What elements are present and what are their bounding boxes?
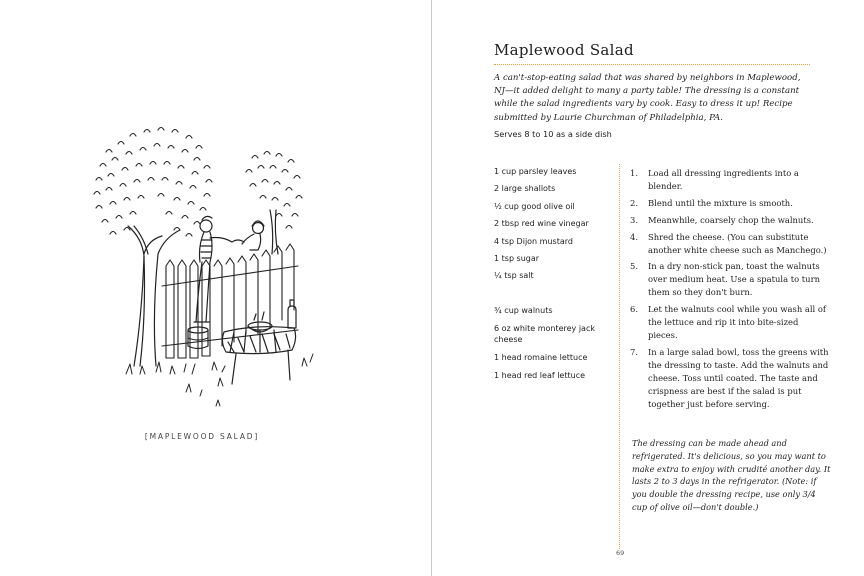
step-number: 5.	[630, 261, 638, 272]
ingredient-item: ¼ tsp salt	[494, 271, 534, 281]
ingredient-item: 4 tsp Dijon mustard	[494, 236, 573, 246]
ingredient-item: ¾ cup walnuts	[494, 305, 553, 315]
ingredients-list	[494, 166, 619, 388]
recipe-intro: A can't-stop-eating salad that was shared by neighbors in Maplewood, NJ—it added delight to many a party table! The dressing is a constant while the salad ingredients vary by cook. Easy to dress it up! Recipe submitted by Laurie Churchman of Philadelphia, PA.	[494, 73, 801, 123]
right-page	[432, 0, 864, 576]
method-steps	[630, 167, 830, 414]
step-text: Let the walnuts cool while you wash all of the lettuce and rip it into bite-sized pieces.	[648, 304, 827, 340]
method-step	[630, 167, 830, 193]
ingredient-item: 1 head red leaf lettuce	[494, 371, 586, 381]
ingredient-item: 1 tsp sugar	[494, 253, 540, 263]
fence	[162, 244, 298, 358]
method-divider	[619, 164, 620, 549]
picnic-table	[222, 300, 296, 384]
method-step	[630, 197, 830, 210]
grass	[126, 354, 313, 406]
step-number: 7.	[630, 346, 638, 357]
tree-canopy	[94, 128, 212, 237]
step-text: Blend until the mixture is smooth.	[648, 197, 793, 208]
servings: Serves 8 to 10 as a side dish	[494, 129, 612, 139]
illustration-caption: [MAPLEWOOD SALAD]	[144, 432, 260, 441]
recipe-note: The dressing can be made ahead and refrigerated. It's delicious, so you may want to make extra to enjoy with crudité another day. It lasts 2 to 3 days in the refrigerator. (Note: if you double the dressing recipe, use only 3/4 cup of olive oil—don't double.)	[632, 438, 831, 512]
step-text: In a large salad bowl, toss the greens with the dressing to taste. Add the walnuts and cheese. Toss until coated. The taste and crispness are best if the salad is put together just before serving.	[648, 346, 829, 409]
ingredient-item: ½ cup good olive oil	[494, 201, 575, 211]
small-tree-canopy	[246, 152, 302, 229]
dressing-ingredients	[494, 166, 619, 288]
ingredient-item: 6 oz white monterey jack cheese	[494, 323, 595, 345]
step-text: Meanwhile, coarsely chop the walnuts.	[648, 214, 814, 225]
recipe-title: Maplewood Salad	[494, 41, 634, 59]
left-page	[0, 0, 431, 576]
woman-figure	[232, 221, 264, 250]
man-figure	[194, 216, 232, 322]
ingredient-item: 1 cup parsley leaves	[494, 167, 577, 176]
ingredient-item: 1 head romaine lettuce	[494, 353, 588, 363]
page-number: 69	[616, 549, 625, 557]
step-text: Load all dressing ingredients into a blender.	[648, 168, 799, 191]
title-rule	[494, 64, 810, 65]
step-number: 1.	[630, 168, 638, 178]
step-number: 3.	[630, 214, 638, 225]
ingredient-item: 2 tbsp red wine vinegar	[494, 219, 589, 229]
step-number: 6.	[630, 304, 638, 315]
method-step	[630, 303, 830, 342]
maplewood-salad-illustration	[66, 116, 336, 416]
step-text: In a dry non-stick pan, toast the walnuts over medium heat. Use a spatula to turn them so they don't burn.	[648, 261, 820, 298]
salad-ingredients	[494, 305, 619, 382]
ingredient-item: 2 large shallots	[494, 184, 556, 194]
step-text: Shred the cheese. (You can substitute another white cheese such as Manchego.)	[648, 231, 827, 255]
method-step	[630, 214, 830, 227]
method-step	[630, 346, 830, 411]
method-step	[630, 260, 830, 299]
method-step	[630, 231, 830, 257]
step-number: 4.	[630, 231, 638, 242]
step-number: 2.	[630, 197, 638, 208]
